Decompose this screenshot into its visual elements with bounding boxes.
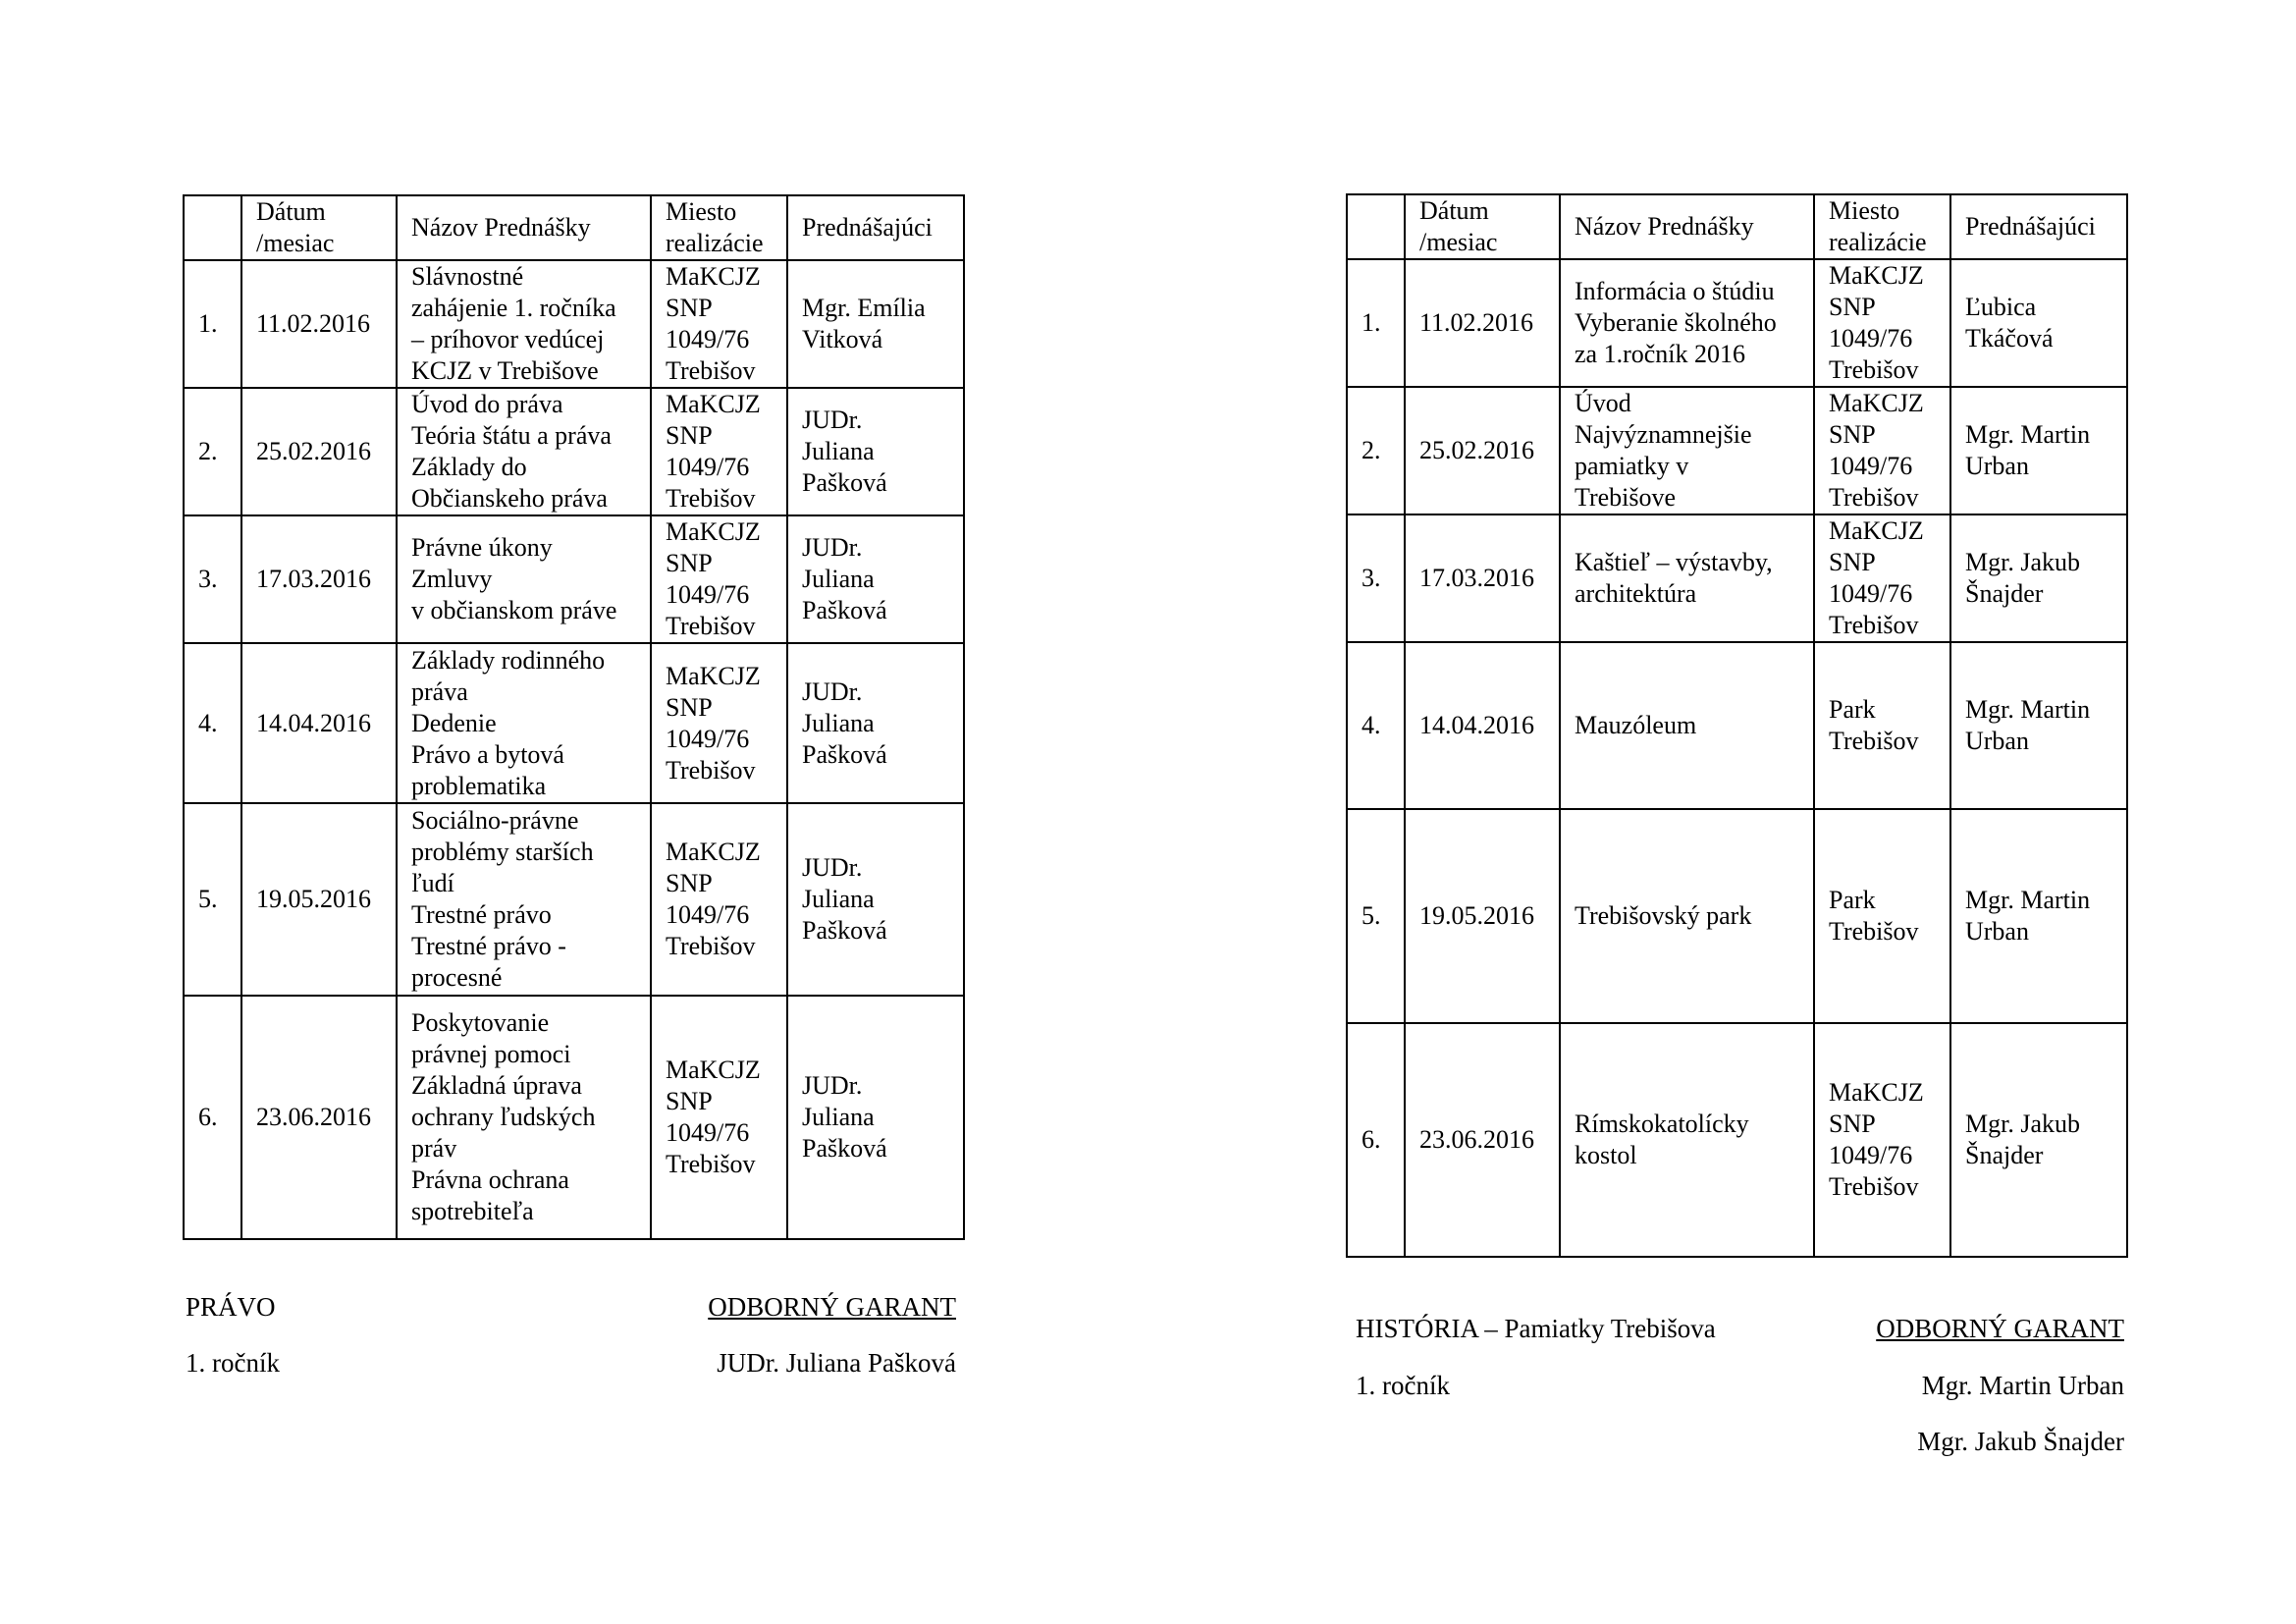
row-title: Kaštieľ – výstavby, architektúra: [1560, 514, 1814, 642]
table-row: [1347, 809, 2127, 1023]
header-lecturer: Prednášajúci: [1950, 194, 2127, 259]
table-row: [1347, 642, 2127, 809]
row-date: 23.06.2016: [241, 996, 397, 1239]
table-row: [184, 260, 964, 388]
row-number: 6.: [184, 996, 241, 1239]
table-row: [184, 996, 964, 1239]
year-label: 1. ročník: [186, 1348, 280, 1378]
row-number: 4.: [184, 643, 241, 803]
row-date: 17.03.2016: [241, 515, 397, 643]
row-date: 25.02.2016: [1405, 387, 1560, 514]
row-lecturer: JUDr. Juliana Pašková: [787, 803, 964, 996]
header-num: [184, 195, 241, 260]
header-place: Miesto realizácie: [651, 195, 787, 260]
header-title: Názov Prednášky: [397, 195, 651, 260]
row-lecturer: Ľubica Tkáčová: [1950, 259, 2127, 387]
row-place: MaKCJZ SNP 1049/76 Trebišov: [651, 996, 787, 1239]
header-place: Miesto realizácie: [1814, 194, 1950, 259]
row-title: Mauzóleum: [1560, 642, 1814, 809]
header-num: [1347, 194, 1405, 259]
header-date: Dátum /mesiac: [1405, 194, 1560, 259]
row-place: MaKCJZ SNP 1049/76 Trebišov: [1814, 387, 1950, 514]
row-number: 2.: [1347, 387, 1405, 514]
row-place: MaKCJZ SNP 1049/76 Trebišov: [651, 260, 787, 388]
header-date: Dátum /mesiac: [241, 195, 397, 260]
garant-name: Mgr. Jakub Šnajder: [1917, 1427, 2124, 1456]
table-row: [184, 515, 964, 643]
row-title: Informácia o štúdiu Vyberanie školného za 1.ročník 2016: [1560, 259, 1814, 387]
row-date: 14.04.2016: [1405, 642, 1560, 809]
row-title: Právne úkony Zmluvy v občianskom práve: [397, 515, 651, 643]
table-row: [1347, 387, 2127, 514]
table-header-row: [184, 195, 964, 260]
subject-name: PRÁVO: [186, 1292, 276, 1322]
row-lecturer: JUDr. Juliana Pašková: [787, 996, 964, 1239]
row-number: 3.: [1347, 514, 1405, 642]
row-date: 17.03.2016: [1405, 514, 1560, 642]
row-title: Úvod do práva Teória štátu a práva Základy do Občianskeho práva: [397, 388, 651, 515]
row-title: Sociálno-právne problémy starších ľudí Trestné právo Trestné právo - procesné: [397, 803, 651, 996]
row-number: 5.: [184, 803, 241, 996]
table-row: [1347, 514, 2127, 642]
table-row: [1347, 259, 2127, 387]
row-title: Úvod Najvýznamnejšie pamiatky v Trebišove: [1560, 387, 1814, 514]
row-number: 1.: [1347, 259, 1405, 387]
garant-label: ODBORNÝ GARANT: [708, 1292, 956, 1322]
table-row: [184, 803, 964, 996]
garant-name: JUDr. Juliana Pašková: [717, 1348, 956, 1378]
row-date: 19.05.2016: [241, 803, 397, 996]
row-lecturer: JUDr. Juliana Pašková: [787, 643, 964, 803]
row-number: 6.: [1347, 1023, 1405, 1257]
row-date: 19.05.2016: [1405, 809, 1560, 1023]
table-header-row: [1347, 194, 2127, 259]
header-lecturer: Prednášajúci: [787, 195, 964, 260]
row-date: 25.02.2016: [241, 388, 397, 515]
row-lecturer: Mgr. Emília Vitková: [787, 260, 964, 388]
row-title: Trebišovský park: [1560, 809, 1814, 1023]
row-place: MaKCJZ SNP 1049/76 Trebišov: [1814, 1023, 1950, 1257]
row-number: 4.: [1347, 642, 1405, 809]
schedule-table-historia: [1346, 193, 2128, 1258]
row-number: 3.: [184, 515, 241, 643]
row-place: MaKCJZ SNP 1049/76 Trebišov: [651, 803, 787, 996]
row-lecturer: JUDr. Juliana Pašková: [787, 388, 964, 515]
garant-name: Mgr. Martin Urban: [1921, 1371, 2124, 1400]
row-place: Park Trebišov: [1814, 642, 1950, 809]
row-title: Základy rodinného práva Dedenie Právo a bytová problematika: [397, 643, 651, 803]
table-row: [184, 388, 964, 515]
row-lecturer: Mgr. Martin Urban: [1950, 642, 2127, 809]
row-date: 11.02.2016: [1405, 259, 1560, 387]
row-place: MaKCJZ SNP 1049/76 Trebišov: [651, 643, 787, 803]
row-title: Slávnostné zahájenie 1. ročníka – príhovor vedúcej KCJZ v Trebišove: [397, 260, 651, 388]
row-date: 23.06.2016: [1405, 1023, 1560, 1257]
row-lecturer: Mgr. Martin Urban: [1950, 809, 2127, 1023]
row-title: Poskytovanie právnej pomoci Základná úprava ochrany ľudských práv Právna ochrana spotrebiteľa: [397, 996, 651, 1239]
row-lecturer: Mgr. Jakub Šnajder: [1950, 514, 2127, 642]
row-place: MaKCJZ SNP 1049/76 Trebišov: [1814, 514, 1950, 642]
row-place: MaKCJZ SNP 1049/76 Trebišov: [1814, 259, 1950, 387]
row-place: MaKCJZ SNP 1049/76 Trebišov: [651, 388, 787, 515]
table-row: [1347, 1023, 2127, 1257]
table-row: [184, 643, 964, 803]
row-number: 5.: [1347, 809, 1405, 1023]
garant-label: ODBORNÝ GARANT: [1876, 1314, 2124, 1343]
year-label: 1. ročník: [1356, 1371, 1450, 1400]
row-number: 1.: [184, 260, 241, 388]
header-title: Názov Prednášky: [1560, 194, 1814, 259]
row-lecturer: JUDr. Juliana Pašková: [787, 515, 964, 643]
row-lecturer: Mgr. Martin Urban: [1950, 387, 2127, 514]
row-lecturer: Mgr. Jakub Šnajder: [1950, 1023, 2127, 1257]
row-date: 14.04.2016: [241, 643, 397, 803]
subject-name: HISTÓRIA – Pamiatky Trebišova: [1356, 1314, 1716, 1343]
row-title: Rímskokatolícky kostol: [1560, 1023, 1814, 1257]
row-number: 2.: [184, 388, 241, 515]
row-date: 11.02.2016: [241, 260, 397, 388]
row-place: Park Trebišov: [1814, 809, 1950, 1023]
row-place: MaKCJZ SNP 1049/76 Trebišov: [651, 515, 787, 643]
schedule-table-pravo: [183, 194, 965, 1240]
